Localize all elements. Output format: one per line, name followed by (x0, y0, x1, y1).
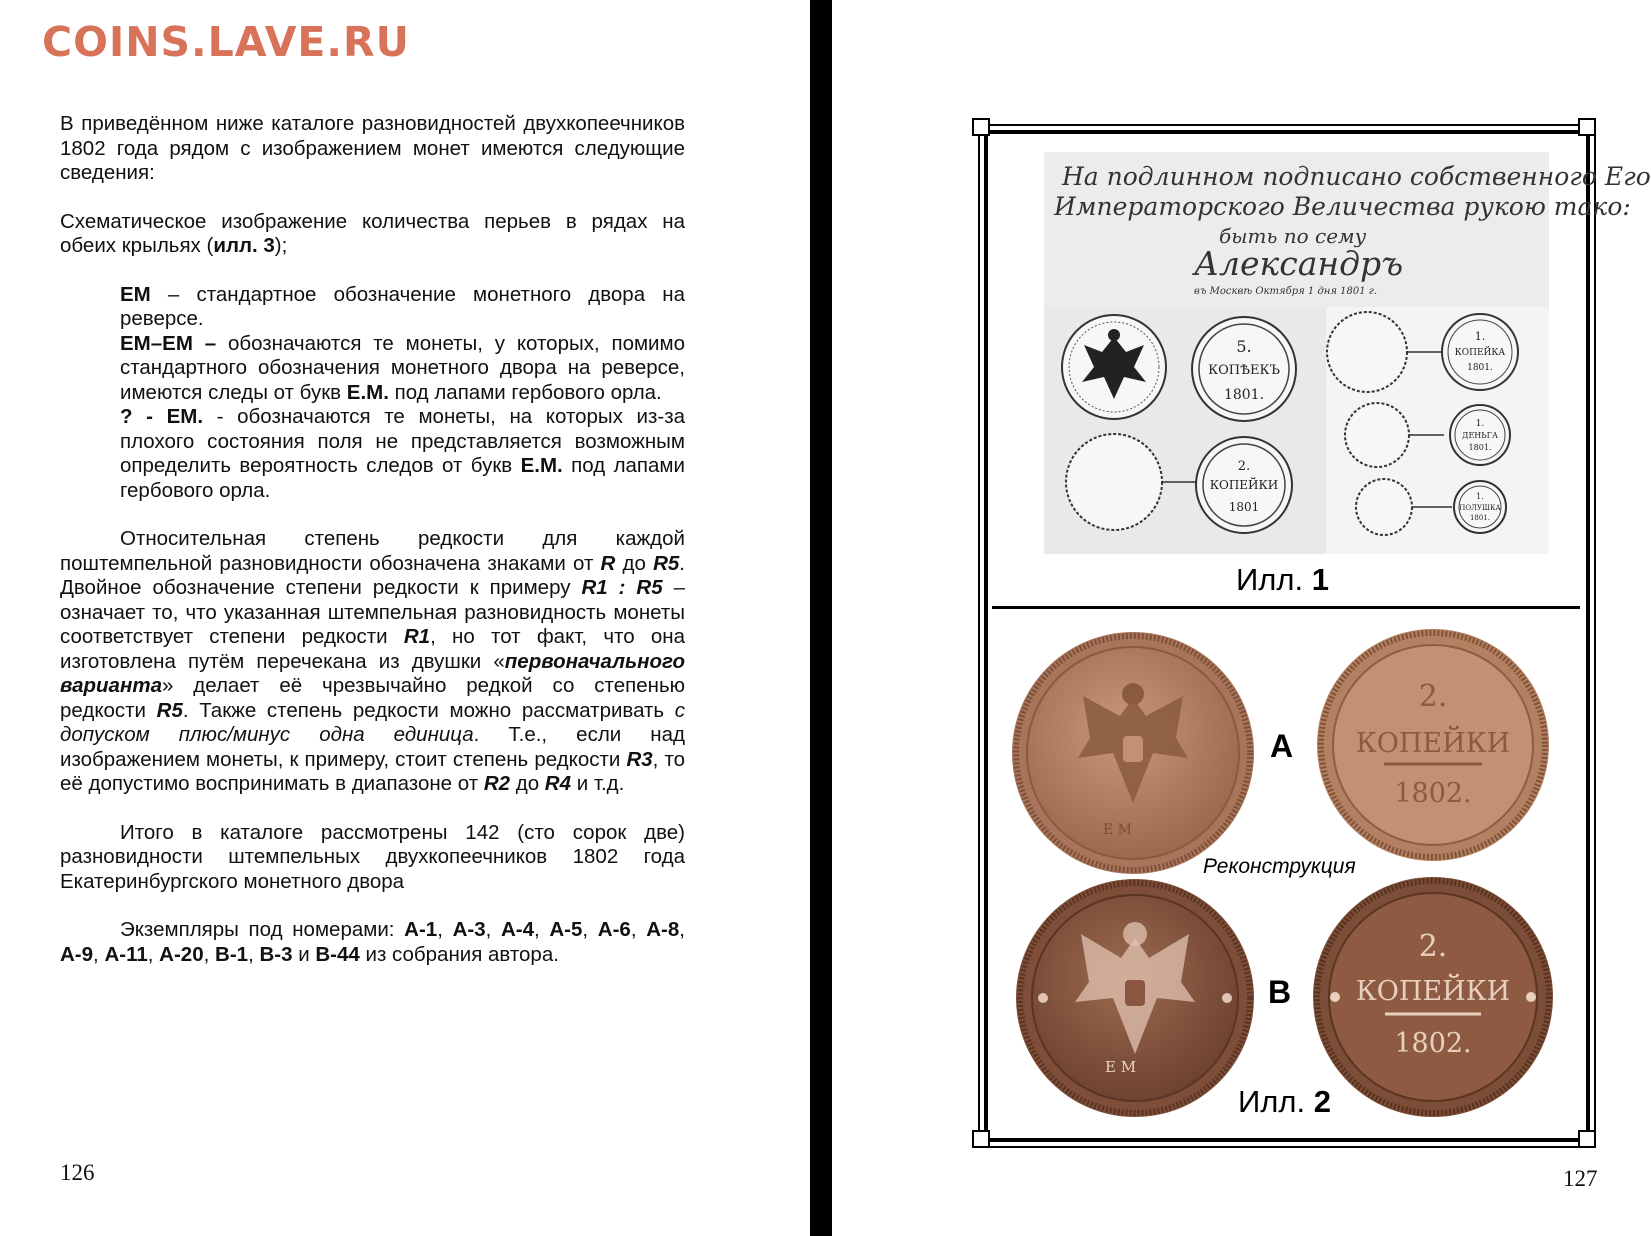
original-variant-term: первоначального варианта (60, 649, 685, 697)
left-page (0, 0, 810, 1236)
tolerance-phrase: с допуском плюс/минус одна единица (60, 698, 685, 746)
coin-a-reverse (1314, 626, 1552, 864)
sketch-denom: 2. (1237, 459, 1251, 474)
emem-letters: Е.М. (346, 380, 389, 404)
coin-year: 1802. (1394, 778, 1472, 809)
handwriting-line: въ Москвѣ Октября 1 дня 1801 г. (1194, 286, 1378, 297)
frame-corner (1578, 1130, 1596, 1148)
feather-scheme-text: Схематическое изображение количества перьев в рядах на обеих крыльях ( (60, 209, 685, 257)
illustration-1-caption (1236, 562, 1329, 598)
illustration-2-caption (1238, 1084, 1331, 1120)
notation-definitions (120, 283, 685, 504)
rarity-code: R5 (156, 698, 183, 722)
coin-b-obverse (1013, 876, 1257, 1120)
frame-corner (972, 118, 990, 136)
coin-denomination: 2. (1418, 929, 1448, 964)
rarity-text: Относительная степень редкости для каждой поштемпельной разновидности обозначена знаками от (60, 527, 685, 575)
rarity-code: R3 (626, 747, 653, 771)
em-text: – стандартное обозначение монетного двора на реверсе. (120, 282, 685, 330)
caption-text: Илл. 2 (1238, 1084, 1331, 1119)
collection-paragraph: Экземпляры под номерами: А-1, А-3, А-4, А-5, А-6, А-8, А-9, А-11, А-20, В-1, В-3 и В-44 из собрания автора. (60, 918, 685, 966)
emem-text: обозначаются те монеты, у которых, помимо стандартного обозначения монетного двора на реверсе, имеются следы от букв (120, 331, 686, 404)
frame-corner (972, 1130, 990, 1148)
unknown-em-definition (120, 405, 685, 503)
sketch-word: КОПЕЙКА (1454, 348, 1506, 358)
specimen-id: В-3 (259, 942, 293, 966)
decree-handwriting (1044, 152, 1651, 302)
collection-text: из собрания автора. (359, 942, 559, 966)
sketch-eagle-disc (1062, 315, 1166, 419)
feather-scheme-end: ); (274, 234, 288, 257)
emem-text-end: под лапами гербового орла. (388, 380, 662, 404)
rarity-text: , но тот факт, что она изготовлена путём перечекана из двушки « (60, 625, 685, 673)
coin-a-obverse (1008, 628, 1258, 878)
specimen-id: А-8 (646, 918, 680, 941)
body-text (60, 112, 685, 967)
coin-word: КОПЕЙКИ (1355, 976, 1511, 1007)
rarity-code: R2 (483, 772, 511, 795)
em-term: ЕМ (120, 282, 151, 306)
decree-illustration (1044, 152, 1651, 554)
rarity-code: R1 (403, 625, 431, 648)
coin-b-reverse (1310, 874, 1556, 1120)
total-paragraph: Итого в каталоге рассмотрены 142 (сто сорок две) разновидности штемпельных двухкопеечников 1802 года Екатеринбургского монетного двора (60, 820, 685, 893)
rarity-text: , то её допустимо воспринимать в диапазоне от (60, 747, 686, 795)
sketch-denom: 5. (1236, 337, 1252, 356)
specimen-id: А-5 (549, 918, 583, 941)
specimen-id: А-3 (452, 918, 486, 941)
coin-year: 1802. (1394, 1028, 1472, 1059)
specimen-id: А-4 (500, 918, 535, 941)
unknown-em-letters: Е.М. (520, 454, 563, 477)
specimen-id: А-20 (159, 942, 204, 966)
sketch-denom: 1. (1474, 330, 1486, 343)
signature: Александръ (1194, 244, 1404, 283)
mint-mark: Е М (1105, 1058, 1137, 1076)
collection-text: Экземпляры под номерами: (120, 918, 405, 941)
sketch-5-kopecks (1192, 317, 1296, 421)
sketch-denom: 1. (1475, 419, 1485, 429)
specimen-id: В-44 (315, 942, 360, 966)
unknown-em-text-end: под лапами гербового орла. (120, 454, 685, 502)
emem-definition (120, 332, 685, 406)
variant-b-label: В (1268, 974, 1292, 1010)
watermark: COINS.LAVE.RU (42, 18, 410, 66)
sketch-word: ДЕНЬГА (1461, 431, 1499, 440)
sketch-year: 1801. (1468, 443, 1492, 452)
sketch-word: КОПЕЙКИ (1209, 478, 1279, 492)
illustration-divider (992, 606, 1580, 609)
specimen-id: А-9 (60, 942, 94, 966)
rarity-text: . Двойное обозначение степени редкости к примеру (60, 551, 685, 599)
em-definition (120, 283, 685, 332)
caption-text: Илл. 1 (1236, 562, 1329, 597)
rarity-text: . Т.е., если над изображением монеты, к примеру, стоит степень редкости (60, 723, 685, 771)
sketch-year: 1801. (1467, 363, 1493, 373)
sketch-year: 1801 (1228, 500, 1260, 514)
specimen-id: В-1 (215, 942, 249, 966)
frame-corner (1578, 118, 1596, 136)
sketch-denom: 1. (1476, 492, 1484, 501)
illustration-ref: илл. 3 (213, 234, 275, 257)
page-number-left: 126 (60, 1160, 95, 1185)
handwriting-line: На подлинном подписано собственного Его (1062, 162, 1651, 191)
unknown-em-term: ? - ЕМ. (120, 405, 204, 428)
rarity-code: R4 (544, 772, 572, 795)
rarity-code: R5 (653, 551, 680, 575)
unknown-em-text: - обозначаются те монеты, на которых из-за плохого состояния поля не представляется возможным определить вероятность следов от букв (120, 405, 686, 477)
rarity-text: – означает то, что указанная штемпельная разновидность монеты соответствует степени редкости (60, 576, 685, 648)
specimen-id: А-11 (104, 942, 148, 966)
sketch-word: КОПѢЕКЪ (1208, 363, 1280, 378)
sketch-year: 1801. (1469, 514, 1491, 522)
rarity-code: R (600, 551, 616, 575)
page-number-right: 127 (1563, 1166, 1598, 1191)
rarity-text: до (615, 551, 654, 575)
rarity-code: R1 : R5 (581, 576, 663, 599)
variant-a-label: А (1270, 728, 1294, 764)
rarity-text: . Также степень редкости можно рассматривать (182, 698, 675, 722)
specimen-id: А-1 (404, 918, 438, 941)
collection-text: и (292, 942, 316, 966)
emem-term: ЕМ–ЕМ – (120, 331, 217, 355)
feather-scheme-paragraph (60, 210, 685, 259)
sketch-word: ПОЛУШКА (1459, 504, 1501, 512)
coin-denomination: 2. (1418, 679, 1448, 714)
rarity-text: » делает её чрезвычайно редкой со степенью редкости (60, 674, 685, 722)
handwriting-line: Императорского Величества рукою тако: (1054, 192, 1631, 221)
book-gutter (810, 0, 832, 1236)
rarity-text: и т.д. (571, 772, 625, 795)
sketch-year: 1801. (1223, 387, 1265, 403)
mint-mark: Е М (1103, 822, 1133, 838)
intro-paragraph: В приведённом ниже каталоге разновидностей двухкопеечников 1802 года рядом с изображением монет имеются следующие сведения: (60, 112, 685, 184)
rarity-paragraph (60, 527, 685, 797)
reconstruction-label: Реконструкция (1203, 855, 1356, 878)
coin-sketch (1044, 307, 1549, 554)
specimen-id: А-6 (597, 918, 631, 941)
handwriting-line: быть по сему (1219, 224, 1367, 248)
coin-word: КОПЕЙКИ (1355, 728, 1511, 759)
rarity-text: до (510, 772, 545, 795)
